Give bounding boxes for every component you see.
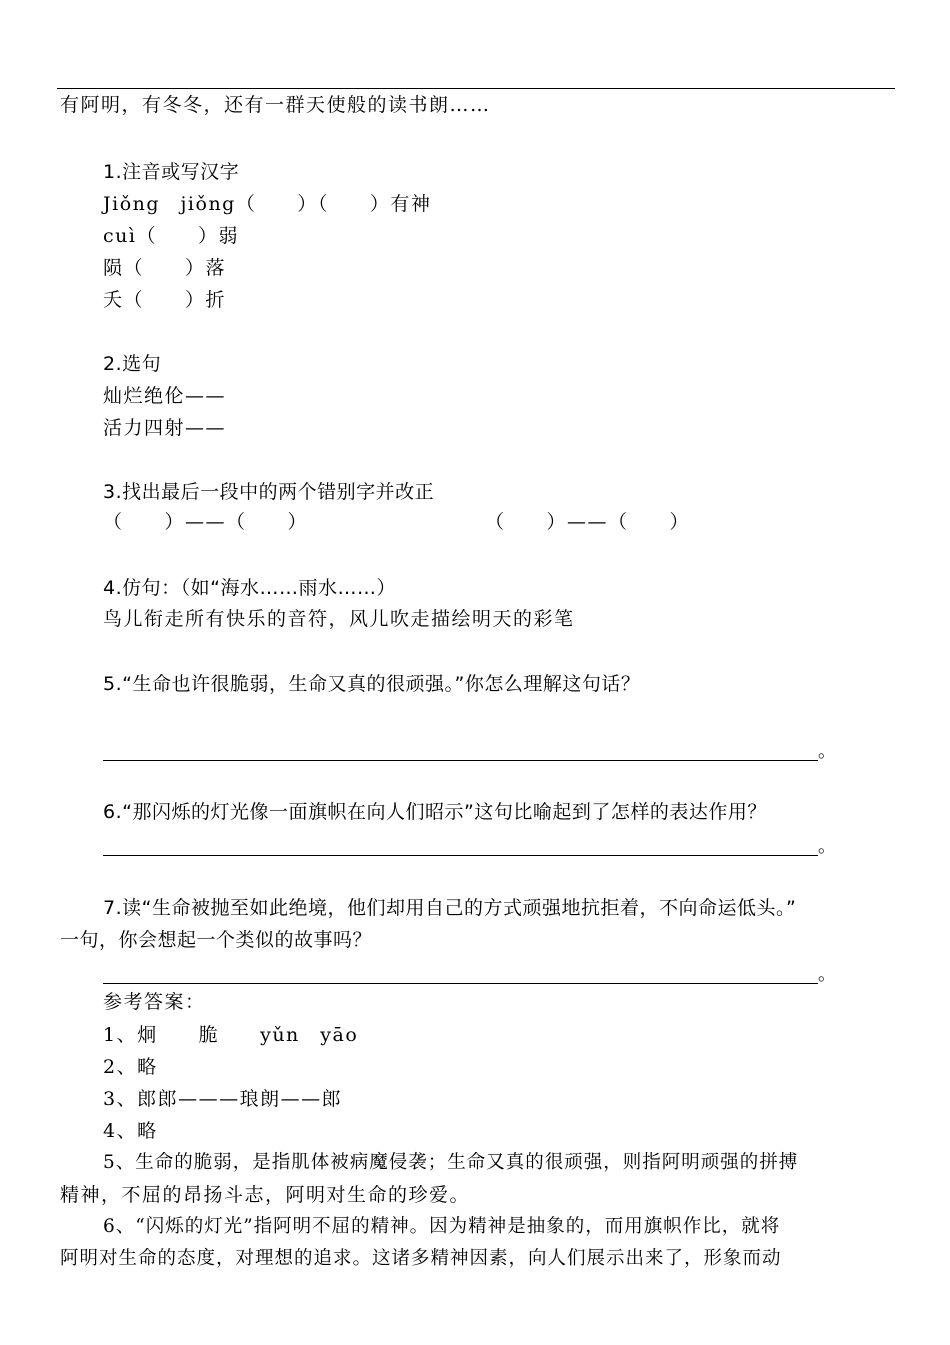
question-1-item: 陨（ ）落 bbox=[103, 257, 227, 279]
question-7-title-line2: 一句，你会想起一个类似的故事吗？ bbox=[60, 929, 373, 951]
answer-2: 2、略 bbox=[103, 1056, 158, 1078]
answer-3: 3、郎郎———琅朗——郎 bbox=[103, 1088, 343, 1110]
answer-4: 4、略 bbox=[103, 1120, 158, 1142]
answer-blank-line[interactable] bbox=[103, 855, 818, 856]
question-2-item: 灿烂绝伦—— bbox=[103, 385, 227, 407]
question-3-pair-right: （ ）——（ ） bbox=[485, 511, 691, 533]
answer-6-line2: 阿明对生命的态度，对理想的追求。这诸多精神因素，向人们展示出来了，形象而动 bbox=[60, 1248, 782, 1269]
question-4-example: 鸟儿衔走所有快乐的音符，风儿吹走描绘明天的彩笔 bbox=[103, 608, 575, 630]
intro-line: 有阿明，有冬冬，还有一群天使般的读书朗…… bbox=[60, 94, 491, 116]
question-1-item: 夭（ ）折 bbox=[103, 289, 227, 311]
question-5-title: 5.“生命也许很脆弱，生命又真的很顽强。”你怎么理解这句话？ bbox=[103, 673, 641, 695]
question-3-pair-left: （ ）——（ ） bbox=[103, 511, 309, 533]
question-6-title: 6.“那闪烁的灯光像一面旗帜在向人们昭示”这句比喻起到了怎样的表达作用？ bbox=[103, 801, 767, 823]
answer-5-line1: 5、生命的脆弱，是指肌体被病魔侵袭；生命又真的很顽强，则指阿明顽强的拼搏 bbox=[103, 1152, 799, 1173]
question-4-title: 4.仿句：（如“海水……雨水……） bbox=[103, 577, 396, 599]
question-2-title: 2.选句 bbox=[103, 353, 162, 375]
question-1-item: cuì（ ）弱 bbox=[103, 225, 239, 247]
blank-period: 。 bbox=[818, 741, 836, 762]
blank-period: 。 bbox=[818, 964, 836, 985]
answer-blank-line[interactable] bbox=[103, 983, 818, 984]
top-rule bbox=[57, 88, 895, 89]
question-1-title: 1.注音或写汉字 bbox=[103, 161, 240, 183]
question-7-title-line1: 7.读“生命被抛至如此绝境，他们却用自己的方式顽强地抗拒着，不向命运低头。” bbox=[103, 897, 797, 919]
question-2-item: 活力四射—— bbox=[103, 417, 227, 439]
answer-6-line1: 6、“闪烁的灯光”指阿明不屈的精神。因为精神是抽象的，而用旗帜作比，就将 bbox=[103, 1216, 781, 1237]
answers-heading: 参考答案： bbox=[103, 991, 206, 1013]
question-3-title: 3.找出最后一段中的两个错别字并改正 bbox=[103, 481, 435, 503]
blank-period: 。 bbox=[818, 836, 836, 857]
answer-5-line2: 精神，不屈的昂扬斗志，阿明对生命的珍爱。 bbox=[60, 1184, 471, 1206]
answer-1: 1、炯 脆 yǔn yāo bbox=[103, 1024, 359, 1046]
answer-blank-line[interactable] bbox=[103, 760, 818, 761]
question-1-item: Jiǒng jiǒng（ ）（ ）有神 bbox=[103, 193, 432, 215]
